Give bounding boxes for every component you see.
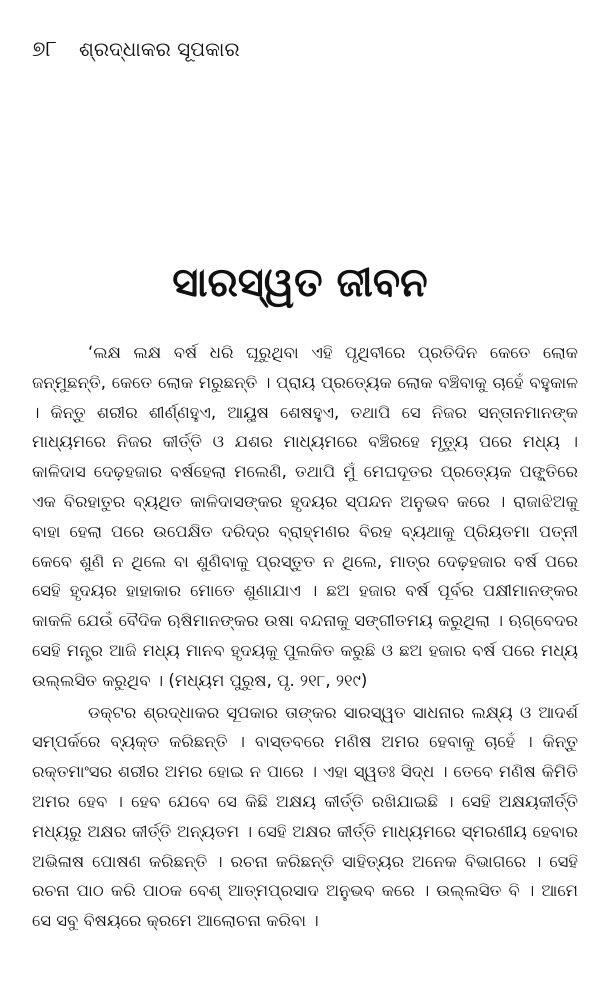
page-number: ୭୮ xyxy=(32,37,57,62)
chapter-title: ସାରସ୍ୱତ ଜୀବନ xyxy=(172,260,428,306)
body-text xyxy=(32,338,578,936)
paragraph-quote: ‘ଲକ୍ଷ ଲକ୍ଷ ବର୍ଷ ଧରି ଘୂରୁଥିବା ଏହି ପୃଥିବୀରେ ପ୍ରତିଦିନ କେତେ ଲୋକ ଜନ୍ମୁଛନ୍ତି, କେତେ ଲୋକ ମରୁଛନ୍ତି । ପ୍ରାୟ ପ୍ରତ୍ୟେକ ଲୋକ ବଞ୍ଚିବାକୁ ଚାହେଁ ବହୁକାଳ । କିନ୍ତୁ ଶରୀର ଶୀର୍ଣ୍ଣହୁଏ, ଆୟୁଷ ଶେଷହୁଏ, ତଥାପି ସେ ନିଜର ସନ୍ତାନମାନଙ୍କ ମାଧ୍ୟମରେ ନିଜର କୀର୍ତ୍ତି ଓ ଯଶର ମାଧ୍ୟମରେ ବଞ୍ଚିରହେ ମୃତ୍ୟୁ ପରେ ମଧ୍ୟ । କାଳିଦାସ ଦେଢ଼ହଜାର ବର୍ଷହେଲା ମଲେଣି, ତଥାପି ମୁଁ ମେଘଦୂତର ପ୍ରତ୍ୟେକ ପଙ୍କ୍ତିରେ ଏକ ବିରହାତୁର ବ୍ୟଥିତ କାଳିଦାସଙ୍କର ହୃଦୟର ସ୍ପନ୍ଦନ ଅନୁଭବ କରେ । ରାଜାଝିଅକୁ ବାହା ହେଲା ପରେ ଉପେକ୍ଷିତ ଦରିଦ୍ର ବ୍ରାହ୍ମଣର ବିରହ ବ୍ୟଥାକୁ ପ୍ରିୟତମା ପତ୍ନୀ କେବେ ଶୁଣି ନ ଥିଲେ ବା ଶୁଣିବାକୁ ପ୍ରସ୍ତୁତ ନ ଥିଲେ, ମାତ୍ର ଦେଢ଼ହଜାର ବର୍ଷ ପରେ ସେହି ହୃଦୟର ହାହାକାର ମୋତେ ଶୁଣାଯାଏ । ଛଅ ହଜାର ବର୍ଷ ପୂର୍ବର ପକ୍ଷୀମାନଙ୍କର କାକଳି ଯେଉଁ ବୈଦିକ ଋଷିମାନଙ୍କର ଉଷା ବନ୍ଦନାକୁ ସଙ୍ଗୀତମୟ କରୁଥିଲା । ଋଗ୍‌ବେଦର ସେହି ମନ୍ତ୍ର ଆଜି ମଧ୍ୟ ମାନବ ହୃଦୟକୁ ପୁଲକିତ କରୁଛି ଓ ଛଅ ହଜାର ବର୍ଷ ପରେ ମଧ୍ୟ ଉଲ୍ଲସିତ କରୁଥିବ । (ମଧ୍ୟମ ପୁରୁଷ, ପୃ. ୨୧୮, ୨୧୯) xyxy=(32,343,578,690)
book-title: ଶ୍ରଦ୍ଧାକର ସୂପକାର xyxy=(78,37,240,61)
running-head xyxy=(32,36,240,63)
paragraph-commentary: ଡକ୍ଟର ଶ୍ରଦ୍ଧାକର ସୂପକାର ତାଙ୍କର ସାରସ୍ୱତ ସାଧନାର ଲକ୍ଷ୍ୟ ଓ ଆଦର୍ଶ ସମ୍ପର୍କରେ ବ୍ୟକ୍ତ କରିଛନ୍ତି । ବାସ୍ତବରେ ମଣିଷ ଅମର ହେବାକୁ ଚାହେଁ । କିନ୍ତୁ ରକ୍ତମାଂସର ଶରୀର ଅମର ହୋଇ ନ ପାରେ । ଏହା ସ୍ୱତଃ ସିଦ୍ଧ । ତେବେ ମଣିଷ କିମିତି ଅମର ହେବ । ହେବ ଯେବେ ସେ କିଛି ଅକ୍ଷୟ କୀର୍ତ୍ତି ରଖିଯାଇଛି । ସେହି ଅକ୍ଷୟକୀର୍ତ୍ତି ମଧ୍ୟରୁ ଅକ୍ଷର କୀର୍ତ୍ତି ଅନ୍ୟତମ । ସେହି ଅକ୍ଷର କୀର୍ତ୍ତି ମାଧ୍ୟମରେ ସ୍ମରଣୀୟ ହେବାର ଅଭିଳାଷ ପୋଷଣ କରିଛନ୍ତି । ରଚନା କରିଛନ୍ତି ସାହିତ୍ୟର ଅନେକ ବିଭାଗରେ । ସେହି ରଚନା ପାଠ କରି ପାଠକ ବେଶ୍ ଆତ୍ମପ୍ରସାଦ ଅନୁଭବ କରେ । ଉଲ୍ଲସିତ ବି । ଆମେ ସେ ସବୁ ବିଷୟରେ କ୍ରମେ ଆଲୋଚନା କରିବା । xyxy=(32,702,578,931)
